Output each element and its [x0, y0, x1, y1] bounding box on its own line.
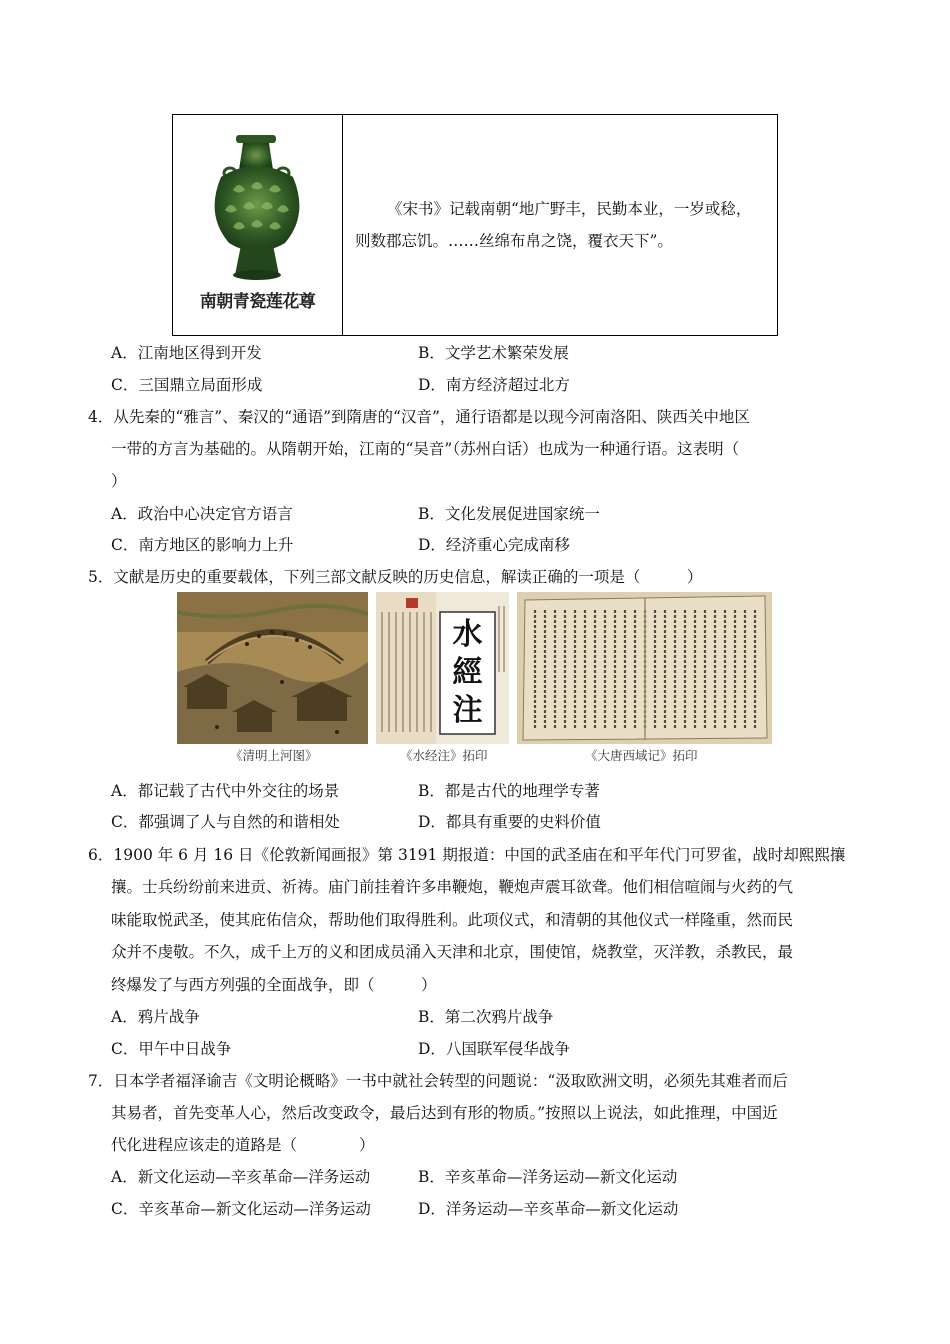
celadon-lotus-vase-image	[173, 115, 342, 290]
q6-stem-line-5: 终爆发了与西方列强的全面战争，即（ ）	[111, 976, 437, 994]
q7-option-b[interactable]: B．辛亥革命—洋务运动—新文化运动	[418, 1168, 678, 1186]
song-shu-quote: 《宋书》记载南朝“地广野丰，民勤本业，一岁或稔，则数郡忘饥。……丝绵布帛之饶，覆衣天下”。	[355, 200, 752, 250]
q7-stem-line-1: 7．日本学者福泽谕吉《文明论概略》一书中就社会转型的问题说：“汲取欧洲文明，必须先其难者而后	[88, 1072, 788, 1090]
q6-option-b[interactable]: B．第二次鸦片战争	[418, 1008, 554, 1026]
vase-figure	[173, 115, 342, 335]
shuijingzhu-caption: 《水经注》拓印	[400, 748, 488, 763]
q6-stem-line-3: 味能取悦武圣，使其庇佑信众，帮助他们取得胜利。此项仪式，和清朝的其他仪式一样隆重，然而民	[111, 911, 794, 929]
qingming-caption: 《清明上河图》	[230, 748, 318, 763]
q3-option-b[interactable]: B．文学艺术繁荣发展	[418, 344, 569, 362]
q5-option-b[interactable]: B．都是古代的地理学专著	[418, 782, 600, 800]
question-3-table	[172, 114, 778, 336]
vase-caption: 南朝青瓷莲花尊	[199, 292, 316, 312]
q6-option-a[interactable]: A．鸦片战争	[111, 1008, 200, 1026]
qingming-painting-image	[177, 592, 368, 744]
q7-stem-line-2: 其易者，首先变革人心，然后改变政令，最后达到有形的物质。”按照以上说法，如此推理，中国近	[111, 1104, 778, 1122]
q5-option-c[interactable]: C．都强调了人与自然的和谐相处	[111, 813, 340, 831]
q5-option-d[interactable]: D．都具有重要的史料价值	[418, 813, 601, 831]
q4-option-c[interactable]: C．南方地区的影响力上升	[111, 536, 294, 554]
q6-stem-line-1: 6．1900 年 6 月 16 日《伦敦新闻画报》第 3191 期报道：中国的武圣庙在和平年代门可罗雀，战时却熙熙攘	[88, 846, 846, 864]
q4-option-a[interactable]: A．政治中心决定官方语言	[111, 505, 293, 523]
q6-option-c[interactable]: C．甲午中日战争	[111, 1040, 232, 1058]
table-divider	[342, 115, 343, 335]
q7-option-d[interactable]: D．洋务运动—辛亥革命—新文化运动	[418, 1200, 679, 1218]
datangxiyuji-image	[517, 592, 772, 744]
q5-stem: 5．文献是历史的重要载体，下列三部文献反映的历史信息，解读正确的一项是（ ）	[88, 568, 703, 586]
q4-option-b[interactable]: B．文化发展促进国家统一	[418, 505, 600, 523]
datangxiyuji-caption: 《大唐西域记》拓印	[585, 748, 698, 763]
q6-stem-line-2: 攘。士兵纷纷前来进贡、祈祷。庙门前挂着许多串鞭炮，鞭炮声震耳欲聋。他们相信喧闹与火药的气	[111, 878, 794, 896]
q4-option-d[interactable]: D．经济重心完成南移	[418, 536, 570, 554]
q4-stem-line-2: 一带的方言为基础的。从隋朝开始，江南的“吴音”（苏州白话）也成为一种通行语。这表明（	[111, 440, 740, 458]
q7-option-a[interactable]: A．新文化运动—辛亥革命—洋务运动	[111, 1168, 371, 1186]
q3-option-d[interactable]: D．南方经济超过北方	[418, 376, 570, 394]
q7-option-c[interactable]: C．辛亥革命—新文化运动—洋务运动	[111, 1200, 371, 1218]
q5-option-a[interactable]: A．都记载了古代中外交往的场景	[111, 782, 340, 800]
q4-stem-line-1: 4．从先秦的“雅言”、秦汉的“通语”到隋唐的“汉音”，通行语都是以现今河南洛阳、陕西关中地区	[88, 408, 750, 426]
q3-option-c[interactable]: C．三国鼎立局面形成	[111, 376, 263, 394]
shuijingzhu-title: 水 經 注	[452, 617, 483, 728]
q4-stem-line-3: ）	[111, 472, 127, 490]
q6-option-d[interactable]: D．八国联军侵华战争	[418, 1040, 570, 1058]
q6-stem-line-4: 众并不虔敬。不久，成千上万的义和团成员涌入天津和北京，围使馆，烧教堂，灭洋教，杀教民，最	[111, 943, 794, 961]
shuijingzhu-image	[376, 592, 509, 744]
q3-option-a[interactable]: A．江南地区得到开发	[111, 344, 262, 362]
q7-stem-line-3: 代化进程应该走的道路是（ ）	[111, 1136, 375, 1154]
